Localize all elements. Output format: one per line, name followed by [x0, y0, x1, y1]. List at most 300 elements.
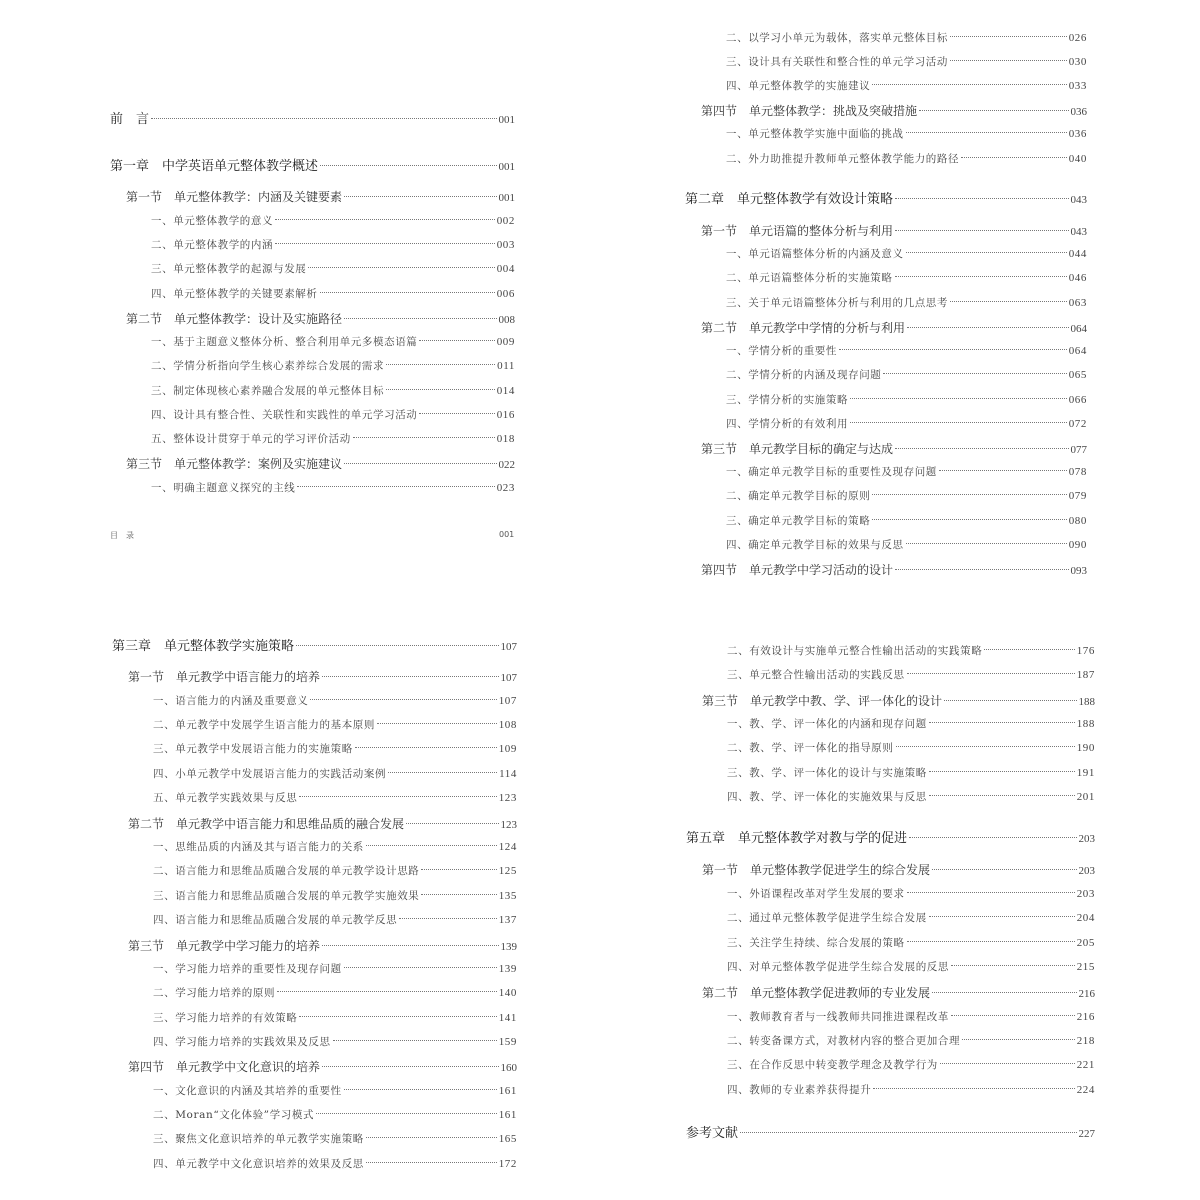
toc-entry-item [685, 126, 1087, 141]
dot-leader [839, 349, 1067, 350]
dot-leader [421, 869, 496, 870]
toc-entry-page-number: 043 [1070, 194, 1087, 206]
dot-leader [950, 36, 1067, 37]
toc-entry-title: 四、小单元教学中发展语言能力的实践活动案例 [153, 768, 387, 780]
toc-entry-title: 一、基于主题意义整体分析、整合利用单元多模态语篇 [151, 336, 418, 348]
dot-leader [944, 700, 1076, 701]
toc-entry-item [112, 888, 517, 903]
toc-entry-title: 二、学习能力培养的原则 [153, 987, 276, 999]
dot-leader [366, 1162, 497, 1163]
dot-leader [322, 1066, 498, 1067]
toc-entry-item [685, 246, 1087, 261]
toc-entry-title: 参考文献 [686, 1125, 739, 1140]
dot-leader [872, 494, 1066, 495]
toc-entry-page-number: 201 [1076, 791, 1095, 803]
toc-entry-item [112, 741, 517, 756]
toc-entry-item [685, 392, 1087, 407]
toc-entry-page-number: 090 [1068, 539, 1087, 551]
toc-entry-item [112, 985, 517, 1000]
dot-leader [929, 722, 1075, 723]
toc-entry-item [112, 766, 517, 781]
toc-entry-title: 四、语言能力和思维品质融合发展的单元教学反思 [153, 914, 398, 926]
toc-entry-item [686, 1082, 1095, 1097]
toc-entry-title: 三、学情分析的实施策略 [726, 394, 849, 406]
toc-entry-section [685, 319, 1087, 336]
dot-leader [388, 772, 497, 773]
toc-entry-page-number: 004 [496, 263, 515, 275]
dot-leader [353, 437, 495, 438]
toc-entry-title: 四、学情分析的有效利用 [726, 418, 849, 430]
dot-leader [896, 746, 1075, 747]
toc-entry-title: 一、教、学、评一体化的内涵和现存问题 [727, 718, 927, 730]
toc-entry-item [110, 480, 515, 495]
toc-entry-item [686, 643, 1095, 658]
dot-leader [344, 318, 496, 319]
dot-leader [895, 569, 1068, 570]
toc-entry-page-number: 203 [1078, 833, 1095, 845]
dot-leader [299, 796, 496, 797]
toc-entry-title: 二、语言能力和思维品质融合发展的单元教学设计思路 [153, 865, 420, 877]
dot-leader [929, 795, 1075, 796]
toc-entry-title: 第四节 单元教学中文化意识的培养 [128, 1060, 321, 1074]
toc-entry-page-number: 009 [496, 336, 515, 348]
toc-entry-page-number: 079 [1068, 490, 1087, 502]
toc-entry-title: 第二节 单元教学中语言能力和思维品质的融合发展 [128, 817, 405, 831]
toc-entry-item [110, 334, 515, 349]
toc-entry-page-number: 123 [500, 819, 517, 831]
toc-entry-page-number: 204 [1076, 912, 1095, 924]
toc-entry-item [110, 237, 515, 252]
toc-entry-title: 一、文化意识的内涵及其培养的重要性 [153, 1085, 342, 1097]
toc-entry-page-number: 172 [498, 1158, 517, 1170]
toc-entry-page-number: 159 [498, 1036, 517, 1048]
toc-entry-page-number: 216 [1076, 1011, 1095, 1023]
toc-entry-page-number: 065 [1068, 369, 1087, 381]
toc-entry-page-number: 064 [1068, 345, 1087, 357]
toc-entry-section [686, 984, 1095, 1001]
toc-entry-title: 五、整体设计贯穿于单元的学习评价活动 [151, 433, 351, 445]
footer-label: 目 录 [110, 531, 134, 540]
dot-leader [377, 723, 497, 724]
toc-entry-section [112, 1058, 517, 1075]
toc-entry-item [685, 537, 1087, 552]
toc-entry-page-number: 114 [499, 768, 517, 780]
dot-leader [895, 448, 1068, 449]
toc-entry-title: 四、单元教学中文化意识培养的效果及反思 [153, 1158, 364, 1170]
toc-entry-page-number: 002 [496, 215, 515, 227]
toc-entry-page-number: 016 [496, 409, 515, 421]
toc-entry-page-number: 141 [498, 1012, 517, 1024]
toc-entry-page-number: 216 [1078, 988, 1095, 1000]
toc-entry-title: 二、外力助推提升教师单元整体教学能力的路径 [726, 153, 960, 165]
toc-entry-title: 二、有效设计与实施单元整合性输出活动的实践策略 [727, 645, 983, 657]
toc-entry-page-number: 063 [1068, 297, 1087, 309]
toc-entry-page-number: 215 [1076, 961, 1095, 973]
toc-entry-page-number: 188 [1078, 696, 1095, 708]
toc-entry-title: 第二章 单元整体教学有效设计策略 [685, 191, 894, 206]
dot-leader [929, 916, 1075, 917]
toc-entry-title: 三、关于单元语篇整体分析与利用的几点思考 [726, 297, 948, 309]
dot-leader [907, 673, 1075, 674]
toc-entry-item [686, 765, 1095, 780]
dot-leader [308, 267, 494, 268]
toc-entry-title: 四、学习能力培养的实践效果及反思 [153, 1036, 331, 1048]
toc-entry-title: 四、对单元整体教学促进学生综合发展的反思 [727, 961, 949, 973]
dot-leader [895, 230, 1068, 231]
toc-entry-page-number: 030 [1068, 56, 1087, 68]
dot-leader [932, 869, 1076, 870]
dot-leader [906, 132, 1067, 133]
toc-entry-page-number: 072 [1068, 418, 1087, 430]
dot-leader [907, 327, 1068, 328]
toc-entry-page-number: 205 [1076, 937, 1095, 949]
toc-entry-page-number: 188 [1076, 718, 1095, 730]
dot-leader [275, 219, 495, 220]
toc-entry-item [685, 416, 1087, 431]
toc-entry-item [685, 151, 1087, 166]
toc-entry-title: 一、学习能力培养的重要性及现存问题 [153, 963, 342, 975]
toc-entry-page-number: 124 [498, 841, 517, 853]
toc-entry-page-number: 001 [498, 161, 515, 173]
dot-leader [322, 676, 498, 677]
toc-entry-title: 第五章 单元整体教学对教与学的促进 [686, 830, 908, 845]
toc-entry-page-number: 123 [498, 792, 517, 804]
dot-leader [320, 292, 495, 293]
toc-entry-title: 一、单元整体教学实施中面临的挑战 [726, 128, 904, 140]
dot-leader [277, 991, 497, 992]
toc-entry-title: 二、学情分析指向学生核心素养综合发展的需求 [151, 360, 385, 372]
dot-leader [275, 243, 495, 244]
toc-entry-title: 第一节 单元语篇的整体分析与利用 [701, 224, 894, 238]
dot-leader [950, 301, 1067, 302]
toc-entry-section [112, 815, 517, 832]
toc-entry-title: 一、思维品质的内涵及其与语言能力的关系 [153, 841, 364, 853]
toc-entry-page-number: 203 [1078, 865, 1095, 877]
toc-entry-item [686, 1009, 1095, 1024]
toc-entry-title: 四、教师的专业素养获得提升 [727, 1084, 872, 1096]
toc-entry-title: 一、语言能力的内涵及重要意义 [153, 695, 309, 707]
toc-entry-item [686, 789, 1095, 804]
toc-entry-chapter [686, 1122, 1095, 1141]
toc-entry-section [112, 668, 517, 685]
toc-entry-title: 第一章 中学英语单元整体教学概述 [110, 158, 319, 173]
toc-entry-page-number: 139 [498, 963, 517, 975]
toc-entry-section [110, 310, 515, 327]
toc-entry-title: 二、通过单元整体教学促进学生综合发展 [727, 912, 927, 924]
toc-entry-page-number: 006 [496, 288, 515, 300]
toc-entry-section [686, 861, 1095, 878]
toc-entry-page-number: 221 [1076, 1059, 1095, 1071]
dot-leader [951, 1015, 1075, 1016]
toc-entry-title: 二、单元语篇整体分析的实施策略 [726, 272, 893, 284]
toc-entry-item [685, 30, 1087, 45]
toc-entry-item [112, 790, 517, 805]
toc-entry-chapter [685, 188, 1087, 207]
toc-entry-title: 第二节 单元教学中学情的分析与利用 [701, 321, 906, 335]
toc-entry-item [686, 935, 1095, 950]
toc-entry-chapter [686, 827, 1095, 846]
toc-entry-page-number: 109 [498, 743, 517, 755]
dot-leader [950, 60, 1067, 61]
dot-leader [907, 892, 1075, 893]
toc-entry-title: 第三节 单元教学目标的确定与达成 [701, 442, 894, 456]
toc-entry-page-number: 080 [1068, 515, 1087, 527]
dot-leader [297, 486, 494, 487]
toc-entry-item [685, 295, 1087, 310]
toc-entry-title: 二、单元教学中发展学生语言能力的基本原则 [153, 719, 375, 731]
toc-entry-item [110, 261, 515, 276]
toc-entry-chapter [110, 155, 515, 174]
dot-leader [929, 771, 1075, 772]
toc-entry-page-number: 033 [1068, 80, 1087, 92]
toc-entry-title: 三、单元整合性输出活动的实践反思 [727, 669, 905, 681]
toc-entry-title: 第四节 单元整体教学：挑战及突破措施 [701, 104, 918, 118]
toc-entry-title: 一、确定单元教学目标的重要性及现存问题 [726, 466, 937, 478]
toc-entry-page-number: 135 [498, 890, 517, 902]
dot-leader [740, 1132, 1076, 1133]
toc-entry-title: 四、教、学、评一体化的实施效果与反思 [727, 791, 927, 803]
dot-leader [907, 941, 1075, 942]
toc-entry-title: 二、教、学、评一体化的指导原则 [727, 742, 894, 754]
dot-leader [344, 463, 496, 464]
toc-entry-page-number: 165 [498, 1133, 517, 1145]
dot-leader [320, 165, 496, 166]
toc-entry-title: 四、单元整体教学的实施建议 [726, 80, 871, 92]
toc-entry-title: 一、明确主题意义探究的主线 [151, 482, 296, 494]
toc-entry-page-number: 026 [1068, 32, 1087, 44]
toc-entry-section [685, 222, 1087, 239]
toc-entry-page-number: 043 [1070, 226, 1087, 238]
dot-leader [310, 699, 496, 700]
toc-entry-title: 二、单元整体教学的内涵 [151, 239, 274, 251]
dot-leader [906, 543, 1067, 544]
toc-entry-item [112, 1131, 517, 1146]
toc-entry-title: 一、单元整体教学的意义 [151, 215, 274, 227]
toc-entry-item [110, 407, 515, 422]
dot-leader [322, 945, 498, 946]
toc-entry-page-number: 107 [500, 672, 517, 684]
toc-entry-page-number: 161 [498, 1109, 517, 1121]
toc-entry-item [110, 358, 515, 373]
toc-entry-title: 第三节 单元教学中学习能力的培养 [128, 939, 321, 953]
toc-entry-section [685, 561, 1087, 578]
toc-entry-page-number: 046 [1068, 272, 1087, 284]
toc-entry-item [686, 959, 1095, 974]
dot-leader [850, 398, 1067, 399]
toc-entry-page-number: 176 [1076, 645, 1095, 657]
toc-entry-page-number: 001 [498, 114, 515, 126]
toc-entry-title: 第一节 单元整体教学促进学生的综合发展 [702, 863, 931, 877]
toc-entry-title: 第三章 单元整体教学实施策略 [112, 638, 295, 653]
toc-entry-section [110, 455, 515, 472]
toc-entry-title: 一、教师教育者与一线教师共同推进课程改革 [727, 1011, 949, 1023]
toc-entry-title: 五、单元教学实践效果与反思 [153, 792, 298, 804]
toc-entry-page-number: 040 [1068, 153, 1087, 165]
toc-entry-item [112, 961, 517, 976]
toc-entry-title: 二、学情分析的内涵及现存问题 [726, 369, 882, 381]
toc-entry-item [685, 78, 1087, 93]
toc-entry-item [686, 1057, 1095, 1072]
toc-entry-page-number: 125 [498, 865, 517, 877]
toc-entry-page-number: 190 [1076, 742, 1095, 754]
toc-entry-item [685, 488, 1087, 503]
toc-entry-section [686, 692, 1095, 709]
dot-leader [355, 747, 497, 748]
toc-entry-page-number: 218 [1076, 1035, 1095, 1047]
dot-leader [366, 845, 497, 846]
toc-entry-page-number: 161 [498, 1085, 517, 1097]
toc-entry-section [685, 440, 1087, 457]
dot-leader [333, 1040, 497, 1041]
toc-entry-page-number: 107 [500, 641, 517, 653]
toc-entry-section [112, 937, 517, 954]
toc-entry-item [686, 740, 1095, 755]
toc-entry-item [112, 863, 517, 878]
toc-entry-title: 二、确定单元教学目标的原则 [726, 490, 871, 502]
toc-entry-page-number: 137 [498, 914, 517, 926]
dot-leader [406, 823, 498, 824]
toc-entry-item [685, 54, 1087, 69]
dot-leader [344, 1089, 497, 1090]
toc-entry-title: 一、外语课程改革对学生发展的要求 [727, 888, 905, 900]
toc-entry-title: 第二节 单元整体教学：设计及实施路径 [126, 312, 343, 326]
dot-leader [895, 198, 1068, 199]
dot-leader [386, 364, 495, 365]
dot-leader [984, 649, 1074, 650]
toc-entry-page-number: 066 [1068, 394, 1087, 406]
dot-leader [962, 1039, 1075, 1040]
toc-entry-item [686, 667, 1095, 682]
toc-entry-page-number: 064 [1070, 323, 1087, 335]
toc-entry-page-number: 018 [496, 433, 515, 445]
toc-entry-item [110, 286, 515, 301]
toc-entry-title: 第三节 单元整体教学：案例及实施建议 [126, 457, 343, 471]
toc-entry-page-number: 140 [498, 987, 517, 999]
toc-entry-page-number: 077 [1070, 444, 1087, 456]
toc-entry-title: 四、设计具有整合性、关联性和实践性的单元学习活动 [151, 409, 418, 421]
toc-entry-page-number: 227 [1078, 1128, 1095, 1140]
toc-entry-page-number: 044 [1068, 248, 1087, 260]
toc-entry-page-number: 036 [1068, 128, 1087, 140]
toc-entry-item [112, 1156, 517, 1171]
toc-entry-item [112, 1107, 517, 1122]
toc-entry-title: 二、以学习小单元为载体，落实单元整体目标 [726, 32, 948, 44]
dot-leader [419, 340, 494, 341]
dot-leader [421, 894, 496, 895]
toc-entry-item [112, 912, 517, 927]
toc-entry-item [685, 464, 1087, 479]
toc-entry-page-number: 014 [496, 385, 515, 397]
toc-entry-item [685, 367, 1087, 382]
dot-leader [366, 1137, 497, 1138]
toc-entry-item [685, 513, 1087, 528]
dot-leader [872, 519, 1066, 520]
toc-entry-title: 三、制定体现核心素养融合发展的单元整体目标 [151, 385, 385, 397]
toc-entry-page-number: 191 [1076, 767, 1095, 779]
toc-entry-title: 一、学情分析的重要性 [726, 345, 837, 357]
toc-entry-title: 三、教、学、评一体化的设计与实施策略 [727, 767, 927, 779]
dot-leader [386, 389, 495, 390]
toc-entry-page-number: 224 [1076, 1084, 1095, 1096]
toc-entry-title: 第四节 单元教学中学习活动的设计 [701, 563, 894, 577]
toc-entry-title: 三、聚焦文化意识培养的单元教学实施策略 [153, 1133, 364, 1145]
toc-entry-item [685, 343, 1087, 358]
toc-entry-item [110, 383, 515, 398]
dot-leader [419, 413, 494, 414]
toc-entry-title: 第二节 单元整体教学促进教师的专业发展 [702, 986, 931, 1000]
toc-entry-title: 三、单元整体教学的起源与发展 [151, 263, 307, 275]
dot-leader [932, 992, 1076, 993]
toc-entry-page-number: 022 [498, 459, 515, 471]
dot-leader [151, 118, 496, 119]
toc-entry-title: 四、确定单元教学目标的效果与反思 [726, 539, 904, 551]
footer-page-number: 001 [499, 530, 515, 539]
dot-leader [316, 1113, 497, 1114]
dot-leader [895, 276, 1067, 277]
toc-entry-page-number: 107 [498, 695, 517, 707]
dot-leader [399, 918, 496, 919]
toc-entry-title: 三、关注学生持续、综合发展的策略 [727, 937, 905, 949]
dot-leader [940, 1063, 1075, 1064]
dot-leader [873, 1088, 1074, 1089]
toc-entry-page-number: 108 [498, 719, 517, 731]
dot-leader [872, 84, 1066, 85]
toc-entry-title: 第一节 单元整体教学：内涵及关键要素 [126, 190, 343, 204]
toc-entry-section [110, 188, 515, 205]
toc-entry-item [112, 1083, 517, 1098]
toc-entry-title: 第三节 单元教学中教、学、评一体化的设计 [702, 694, 943, 708]
toc-entry-page-number: 036 [1070, 106, 1087, 118]
toc-entry-section [685, 102, 1087, 119]
toc-entry-item [112, 1034, 517, 1049]
toc-entry-page-number: 139 [500, 941, 517, 953]
toc-entry-item [686, 1033, 1095, 1048]
toc-entry-item [686, 716, 1095, 731]
toc-entry-item [110, 431, 515, 446]
toc-entry-title: 三、在合作反思中转变教学理念及教学行为 [727, 1059, 938, 1071]
toc-entry-title: 二、Moran“文化体验”学习模式 [153, 1109, 315, 1121]
toc-entry-title: 三、学习能力培养的有效策略 [153, 1012, 298, 1024]
toc-entry-title: 前 言 [110, 111, 150, 126]
toc-entry-title: 第一节 单元教学中语言能力的培养 [128, 670, 321, 684]
dot-leader [296, 645, 498, 646]
toc-entry-chapter [112, 635, 517, 654]
toc-entry-page-number: 008 [498, 314, 515, 326]
toc-entry-page-number: 203 [1076, 888, 1095, 900]
toc-entry-item [112, 693, 517, 708]
toc-entry-page-number: 023 [496, 482, 515, 494]
dot-leader [909, 837, 1076, 838]
toc-entry-page-number: 093 [1070, 565, 1087, 577]
dot-leader [344, 196, 496, 197]
dot-leader [883, 373, 1066, 374]
toc-entry-page-number: 160 [500, 1062, 517, 1074]
toc-entry-title: 四、单元整体教学的关键要素解析 [151, 288, 318, 300]
toc-entry-title: 二、转变备课方式，对教材内容的整合更加合理 [727, 1035, 961, 1047]
dot-leader [939, 470, 1067, 471]
toc-entry-page-number: 078 [1068, 466, 1087, 478]
toc-entry-chapter [110, 108, 515, 127]
toc-entry-item [112, 839, 517, 854]
toc-entry-item [110, 213, 515, 228]
toc-entry-item [686, 910, 1095, 925]
dot-leader [850, 422, 1067, 423]
toc-entry-item [112, 717, 517, 732]
toc-entry-item [685, 270, 1087, 285]
toc-entry-page-number: 003 [496, 239, 515, 251]
dot-leader [299, 1016, 496, 1017]
toc-entry-item [686, 886, 1095, 901]
